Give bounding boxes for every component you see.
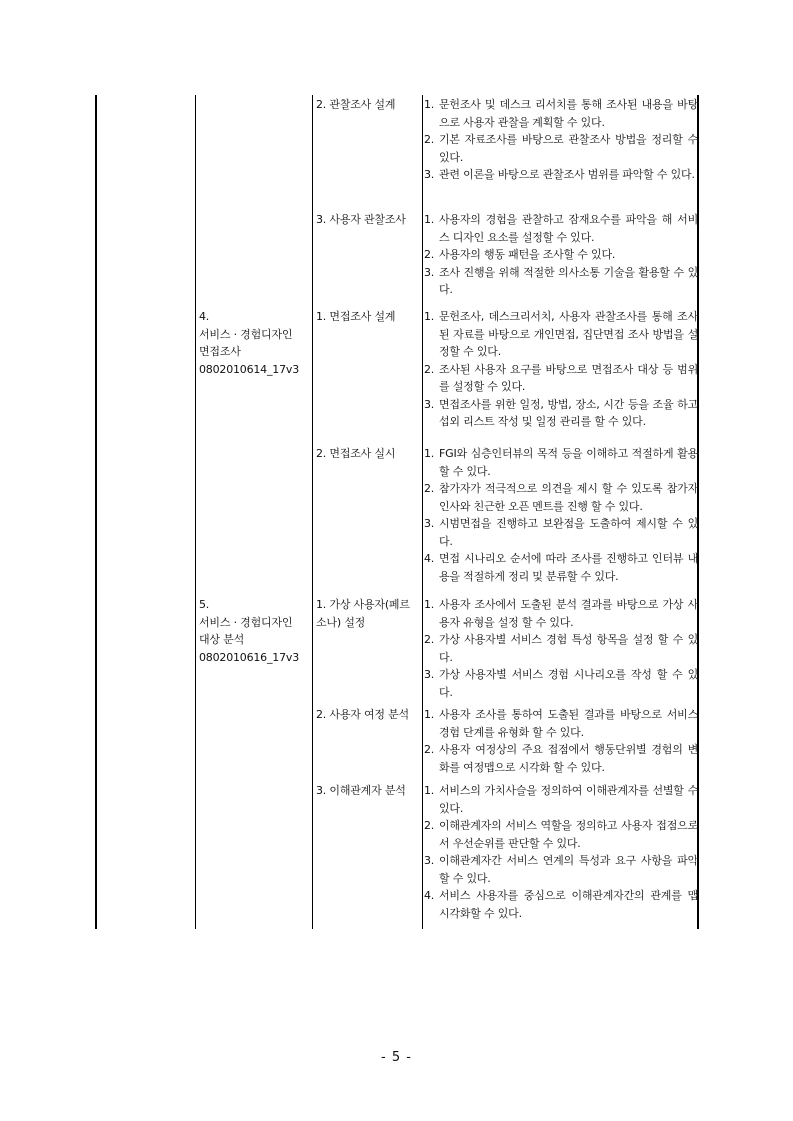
- criteria-item: [424, 887, 698, 922]
- criteria-item: [424, 480, 698, 515]
- criteria-number: 1.: [424, 447, 435, 460]
- criteria-item: [424, 96, 698, 131]
- criteria-list: [424, 445, 698, 585]
- criteria-item: [424, 782, 698, 817]
- unit-code: 0802010614_17v3: [199, 362, 299, 376]
- unit-number: 5.: [199, 598, 210, 611]
- criteria-number: 2.: [424, 482, 435, 495]
- criteria-number: 3.: [424, 517, 435, 530]
- criteria-list: [424, 96, 698, 184]
- criteria-text: 사용자 조사에서 도출된 분석 결과를 바탕으로 가상 사용자 유형을 설정 할 수 있다.: [439, 598, 698, 629]
- criteria-text: 참가자가 적극적으로 의견을 제시 할 수 있도록 참가자 인사와 친근한 오픈 멘트를 진행 할 수 있다.: [439, 482, 698, 513]
- criteria-text: 사용자 여정상의 주요 접점에서 행동단위별 경험의 변화를 여정맵으로 시각화 할 수 있다.: [439, 743, 698, 774]
- criteria-text: 가상 사용자별 서비스 경험 시나리오를 작성 할 수 있다.: [439, 668, 698, 699]
- table-border-left: [95, 95, 97, 929]
- criteria-text: 이해관계자간 서비스 연계의 특성과 요구 사항을 파악할 수 있다.: [439, 854, 698, 885]
- criteria-item: [424, 361, 698, 396]
- criteria-item: [424, 817, 698, 852]
- table-divider-1: [195, 95, 196, 929]
- unit-category: 서비스 · 경험디자인: [199, 327, 293, 341]
- criteria-number: 3.: [424, 265, 435, 279]
- unit-number: 4.: [199, 310, 210, 323]
- criteria-item: [424, 131, 698, 166]
- criteria-number: 4.: [424, 889, 435, 902]
- criteria-text: 조사 진행을 위해 적절한 의사소통 기술을 활용할 수 있다.: [439, 265, 698, 296]
- criteria-item: [424, 211, 698, 246]
- element-name: 3. 이해관계자 분석: [316, 784, 406, 797]
- criteria-number: 3.: [424, 397, 435, 411]
- criteria-text: FGI와 심층인터뷰의 목적 등을 이해하고 적절하게 활용할 수 있다.: [439, 447, 698, 478]
- criteria-text: 사용자 조사를 통하여 도출된 결과를 바탕으로 서비스 경험 단계를 유형화 할 수 있다.: [439, 708, 698, 739]
- criteria-item: [424, 166, 698, 184]
- criteria-text: 서비스의 가치사슬을 정의하여 이해관계자를 선별할 수 있다.: [439, 784, 698, 815]
- criteria-number: 2.: [424, 248, 435, 261]
- criteria-list: [424, 211, 698, 299]
- criteria-text: 면접조사를 위한 일정, 방법, 장소, 시간 등을 조율 하고 섭외 리스트 작성 및 일정 관리를 할 수 있다.: [439, 397, 698, 428]
- element-name: 2. 사용자 여정 분석: [316, 708, 409, 721]
- criteria-item: [424, 706, 698, 741]
- criteria-text: 면접 시나리오 순서에 따라 조사를 진행하고 인터뷰 내용을 적절하게 정리 및 분류할 수 있다.: [439, 552, 698, 583]
- criteria-item: [424, 396, 698, 431]
- criteria-list: [424, 308, 698, 431]
- criteria-text: 이해관계자의 서비스 역할을 정의하고 사용자 접점으로서 우선순위를 판단할 수 있다.: [439, 819, 698, 850]
- criteria-item: [424, 596, 698, 631]
- unit-title: 대상 분석: [199, 633, 245, 646]
- criteria-number: 3.: [424, 854, 435, 867]
- criteria-item: [424, 246, 698, 264]
- criteria-text: 문헌조사, 데스크리서치, 사용자 관찰조사를 통해 조사된 자료를 바탕으로 개인면접, 집단면접 조사 방법을 설정할 수 있다.: [439, 310, 698, 358]
- criteria-text: 서비스 사용자를 중심으로 이해관계자간의 관계를 맵 시각화할 수 있다.: [439, 889, 698, 920]
- element-name: 1. 가상 사용자(페르 소나) 설정: [316, 598, 410, 629]
- criteria-text: 사용자의 행동 패턴을 조사할 수 있다.: [439, 248, 616, 261]
- criteria-number: 2.: [424, 743, 435, 756]
- criteria-text: 사용자의 경험을 관찰하고 잠재요수를 파악을 해 서비스 디자인 요소를 설정할 수 있다.: [439, 213, 698, 244]
- criteria-text: 가상 사용자별 서비스 경험 특성 항목을 설정 할 수 있다.: [439, 633, 698, 664]
- criteria-text: 시범면접을 진행하고 보완점을 도출하여 제시할 수 있다.: [439, 517, 698, 548]
- table-divider-2: [312, 95, 313, 929]
- criteria-item: [424, 852, 698, 887]
- element-name: 2. 면접조사 실시: [316, 447, 396, 460]
- criteria-number: 2.: [424, 133, 435, 146]
- criteria-number: 1.: [424, 784, 435, 797]
- criteria-text: 관련 이론을 바탕으로 관찰조사 범위를 파악할 수 있다.: [439, 168, 695, 181]
- unit-category: 서비스 · 경험디자인: [199, 615, 293, 629]
- criteria-number: 1.: [424, 310, 435, 323]
- criteria-item: [424, 631, 698, 666]
- table-divider-3: [422, 95, 423, 929]
- page-number: - 5 -: [381, 1050, 412, 1065]
- criteria-number: 1.: [424, 708, 435, 721]
- element-name: 3. 사용자 관찰조사: [316, 213, 406, 226]
- criteria-number: 1.: [424, 98, 435, 111]
- criteria-item: [424, 445, 698, 480]
- criteria-number: 2.: [424, 633, 435, 646]
- element-name: 2. 관찰조사 설계: [316, 98, 396, 111]
- criteria-item: [424, 666, 698, 701]
- criteria-number: 2.: [424, 362, 435, 376]
- criteria-number: 4.: [424, 552, 435, 565]
- unit-title: 면접조사: [199, 345, 241, 358]
- criteria-item: [424, 550, 698, 585]
- criteria-number: 3.: [424, 168, 435, 181]
- criteria-text: 문헌조사 및 데스크 리서치를 통해 조사된 내용을 바탕으로 사용자 관찰을 계획할 수 있다.: [439, 98, 698, 129]
- criteria-item: [424, 515, 698, 550]
- criteria-list: [424, 706, 698, 776]
- criteria-number: 1.: [424, 213, 435, 226]
- criteria-text: 조사된 사용자 요구를 바탕으로 면접조사 대상 등 범위를 설정할 수 있다.: [439, 362, 698, 393]
- criteria-item: [424, 308, 698, 361]
- criteria-number: 1.: [424, 598, 435, 611]
- criteria-list: [424, 782, 698, 922]
- criteria-number: 3.: [424, 668, 435, 681]
- criteria-number: 2.: [424, 819, 435, 832]
- criteria-item: [424, 741, 698, 776]
- element-name: 1. 면접조사 설계: [316, 310, 396, 323]
- unit-cell: [199, 308, 299, 378]
- criteria-list: [424, 596, 698, 701]
- unit-cell: [199, 596, 299, 666]
- unit-code: 0802010616_17v3: [199, 650, 299, 664]
- criteria-item: [424, 264, 698, 299]
- criteria-text: 기본 자료조사를 바탕으로 관찰조사 방법을 정리할 수 있다.: [439, 133, 698, 164]
